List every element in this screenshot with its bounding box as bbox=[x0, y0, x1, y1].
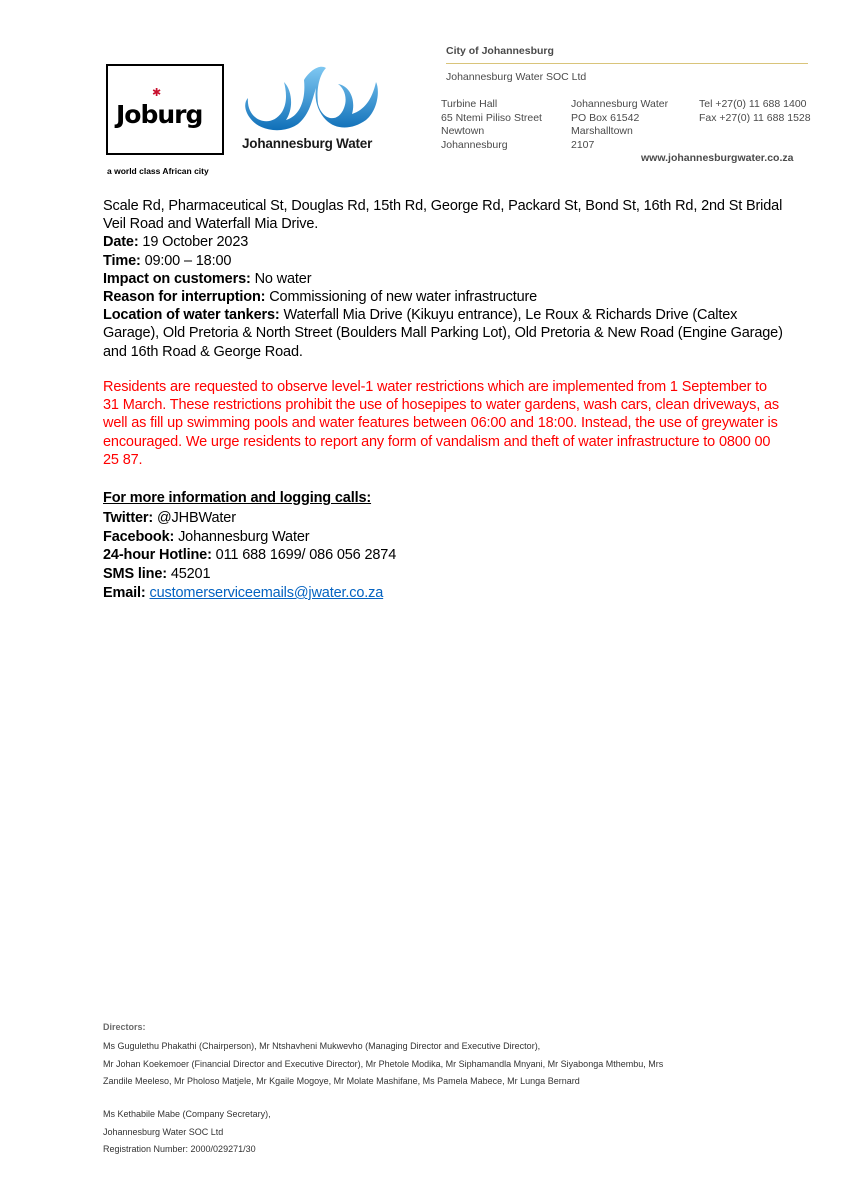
twitter-row bbox=[103, 509, 783, 528]
reason-value: Commissioning of new water infrastructure bbox=[269, 289, 538, 306]
tankers-label: Location of water tankers: bbox=[103, 307, 280, 324]
reason-row bbox=[103, 288, 783, 306]
tankers-row bbox=[103, 306, 783, 361]
time-row bbox=[103, 252, 783, 270]
hotline-label: 24-hour Hotline: bbox=[103, 547, 212, 564]
registration-number: Registration Number: 2000/029271/30 bbox=[103, 1144, 256, 1154]
interruption-details bbox=[103, 197, 783, 361]
email-row bbox=[103, 584, 783, 603]
impact-row bbox=[103, 270, 783, 288]
johannesburg-water-logo-icon bbox=[240, 60, 390, 132]
facebook-label: Facebook: bbox=[103, 528, 175, 545]
directors-label: Directors: bbox=[103, 1022, 146, 1032]
address-line: PO Box 61542 bbox=[571, 111, 640, 124]
impact-label: Impact on customers: bbox=[103, 270, 251, 287]
reason-label: Reason for interruption: bbox=[103, 289, 266, 306]
restrictions-notice: Residents are requested to observe level-1 water restrictions which are implemented from 1 September to 31 March. These restrictions prohibit the use of hosepipes to water gardens, wash cars, clean driveways, as well as fill up swimming pools and water features between 06:00 and 18:00. Instead, the use of greywater is encouraged. We urge residents to report any form of vandalism and theft of water infrastructure to 0800 00 25 87. bbox=[103, 379, 779, 468]
tankers-value: Waterfall Mia Drive (Kikuyu entrance), Le Roux & Richards Drive (Caltex Garage), Old Pretoria & North Street (Boulders Mall Parking Lot), Old Pretoria & New Road (Engine Garage) and 16th Road & George Road. bbox=[103, 307, 783, 360]
company-secretary-block bbox=[103, 1106, 271, 1159]
phone-line: Tel +27(0) 11 688 1400 bbox=[699, 98, 807, 110]
address-line: 65 Ntemi Piliso Street bbox=[441, 111, 542, 124]
hotline-row bbox=[103, 546, 783, 565]
address-line: Johannesburg Water bbox=[571, 98, 669, 110]
header-divider bbox=[446, 63, 808, 64]
phone-numbers bbox=[699, 98, 811, 125]
directors-list bbox=[103, 1038, 753, 1091]
johannesburg-water-logo-name: Johannesburg Water bbox=[242, 136, 373, 151]
website-link[interactable]: www.johannesburgwater.co.za bbox=[641, 152, 794, 164]
star-icon: ✱ bbox=[152, 87, 162, 99]
sms-row bbox=[103, 565, 783, 584]
facebook-page: Johannesburg Water bbox=[178, 528, 310, 545]
sms-number: 45201 bbox=[170, 566, 211, 583]
joburg-logo-text: Joburg bbox=[116, 100, 203, 129]
footer-company-name: Johannesburg Water SOC Ltd bbox=[103, 1126, 224, 1137]
impact-value: No water bbox=[254, 270, 312, 287]
fax-line: Fax +27(0) 11 688 1528 bbox=[699, 111, 811, 124]
street-address bbox=[441, 98, 542, 152]
address-line: Marshalltown bbox=[571, 125, 633, 137]
twitter-label: Twitter: bbox=[103, 509, 154, 526]
joburg-logo bbox=[106, 64, 224, 155]
directors-line: Ms Gugulethu Phakathi (Chairperson), Mr Ntshavheni Mukwevho (Managing Director and Executive Director), bbox=[103, 1041, 541, 1051]
directors-line: Mr Johan Koekemoer (Financial Director and Executive Director), Mr Phetole Modika, Mr Siphamandla Mnyani, Mr Siyabonga Mthembu, Mrs bbox=[103, 1058, 664, 1069]
date-row bbox=[103, 233, 783, 251]
hotline-number: 011 688 1699/ 086 056 2874 bbox=[215, 547, 397, 564]
time-value: 09:00 – 18:00 bbox=[144, 252, 232, 269]
address-line: 2107 bbox=[571, 138, 595, 151]
sms-label: SMS line: bbox=[103, 566, 167, 583]
date-value: 19 October 2023 bbox=[142, 234, 249, 251]
address-line: Newtown bbox=[441, 125, 485, 137]
directors-line: Zandile Meeleso, Mr Pholoso Matjele, Mr Kgaile Mogoye, Mr Molate Mashifane, Ms Pamela Mabece, Mr Lunga Bernard bbox=[103, 1076, 580, 1086]
time-label: Time: bbox=[103, 252, 141, 269]
twitter-handle: @JHBWater bbox=[156, 509, 236, 526]
contact-heading: For more information and logging calls: bbox=[103, 490, 372, 506]
address-line: Johannesburg bbox=[441, 138, 508, 151]
email-label: Email: bbox=[103, 584, 146, 601]
contact-info bbox=[103, 489, 783, 603]
address-line: Turbine Hall bbox=[441, 98, 498, 110]
facebook-row bbox=[103, 528, 783, 547]
postal-address bbox=[571, 98, 668, 152]
city-name: City of Johannesburg bbox=[446, 45, 554, 57]
affected-streets: Scale Rd, Pharmaceutical St, Douglas Rd, 15th Rd, George Rd, Packard St, Bond St, 16th Rd, 2nd St Bridal Veil Road and Waterfall Mia Drive. bbox=[103, 198, 783, 233]
joburg-tagline: a world class African city bbox=[107, 166, 209, 176]
secretary-name: Ms Kethabile Mabe (Company Secretary), bbox=[103, 1109, 271, 1119]
date-label: Date: bbox=[103, 234, 139, 251]
company-name: Johannesburg Water SOC Ltd bbox=[446, 71, 587, 83]
email-link[interactable]: customerserviceemails@jwater.co.za bbox=[149, 584, 384, 601]
